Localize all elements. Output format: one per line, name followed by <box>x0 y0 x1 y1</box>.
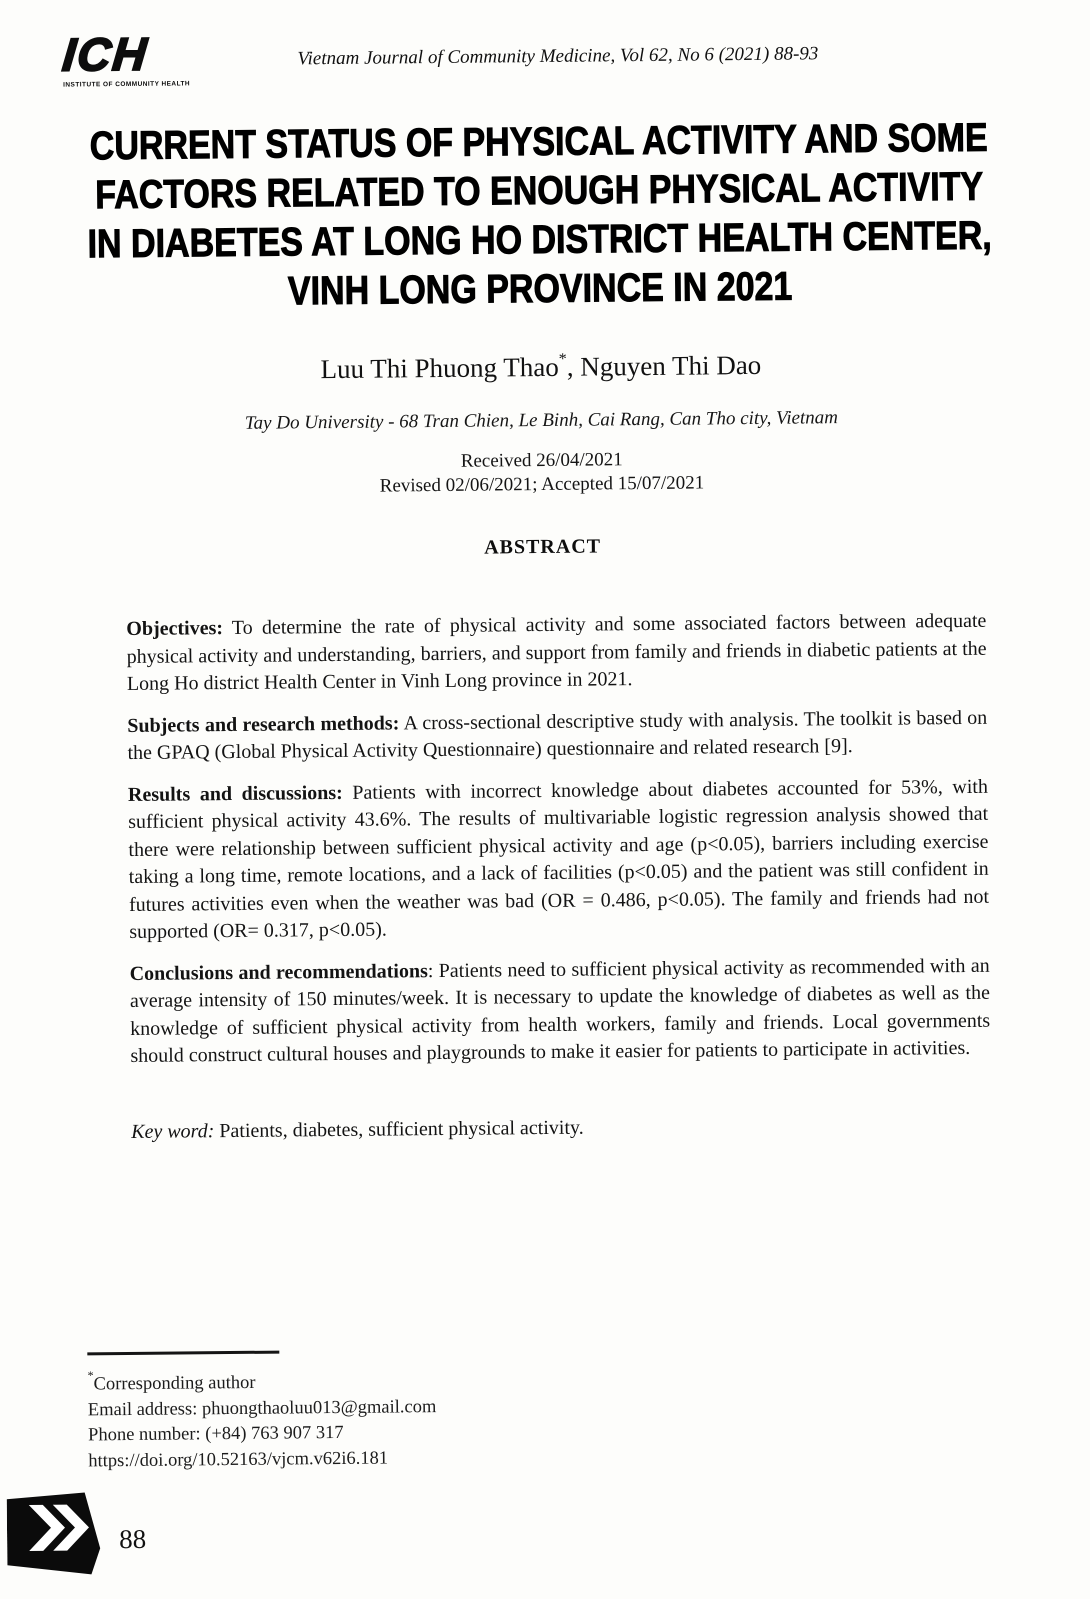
footnote-phone: Phone number: (+84) 763 907 317 <box>88 1423 344 1446</box>
footnote-doi: https://doi.org/10.52163/vjcm.v62i6.181 <box>88 1448 389 1472</box>
ich-logo-subtext: INSTITUTE OF COMMUNITY HEALTH <box>63 80 191 89</box>
page-footer-mark <box>7 1490 102 1579</box>
footnote-block <box>87 1349 437 1474</box>
title-line-3: IN DIABETES AT LONG HO DISTRICT HEALTH CENTER, <box>87 213 992 267</box>
title-line-1: CURRENT STATUS OF PHYSICAL ACTIVITY AND SOME <box>89 115 988 169</box>
corresponding-author-marker: * <box>558 350 567 368</box>
footnote-marker: * <box>87 1368 94 1383</box>
abstract-conclusions-label: Conclusions and recommendations <box>129 959 428 985</box>
ich-logo <box>60 27 224 89</box>
received-date: Received 26/04/2021 <box>460 449 623 472</box>
article-dates <box>0 444 1087 502</box>
abstract-objectives-label: Objectives: <box>126 617 224 641</box>
abstract-conclusions <box>130 952 991 1070</box>
abstract-heading: ABSTRACT <box>484 535 602 559</box>
footnote-corresponding <box>87 1363 436 1398</box>
abstract-objectives-text: To determine the rate of physical activity and some associated factors between adequate physical activity and understanding, barriers, and support from family and friends in diabetic patients at the Long Ho district Health Center in Vinh Long province in 2021. <box>126 609 987 696</box>
article-title <box>75 114 1003 319</box>
abstract-results-text: Patients with incorrect knowledge about diabetes accounted for 53%, with sufficient physical activity 43.6%. The results of multivariable logistic regression analysis showed that there were relationship between sufficient physical activity and age (p<0.05), barriers including exercise taking a long time, remote locations, and a lack of facilities (p<0.05) and the patient was still confident in futures activities even when the weather was bad (OR = 0.486, p<0.05). The family and friends had not supported (OR= 0.317, p<0.05). <box>128 775 990 943</box>
keywords-label: Key word: <box>131 1119 215 1143</box>
abstract-results-label: Results and discussions: <box>127 781 343 806</box>
authors-line <box>0 347 1086 388</box>
abstract-body <box>126 608 991 1146</box>
footnote-corresponding-text: Corresponding author <box>93 1372 256 1395</box>
keywords-line <box>131 1110 991 1146</box>
page-number: 88 <box>118 1523 147 1555</box>
footnote-email: Email address: phuongthaoluu013@gmail.com <box>87 1396 437 1421</box>
abstract-conclusions-text: : Patients need to sufficient physical activity as recommended with an average intensity of 150 minutes/week. It is necessary to update the knowledge of diabetes as well as the knowledge of sufficient physical activity from health workers, family and friends. Local governments should construct cultural houses and playgrounds to make it easier for patients to participate in activities. <box>129 954 991 1067</box>
abstract-methods-label: Subjects and research methods: <box>127 711 400 737</box>
journal-citation: Vietnam Journal of Community Medicine, Vol 62, No 6 (2021) 88-93 <box>297 43 819 70</box>
abstract-methods-text: A cross-sectional descriptive study with analysis. The toolkit is based on the GPAQ (Global Physical Activity Questionnaire) questionnaire and related research [9]. <box>127 706 988 765</box>
double-chevron-icon <box>7 1490 102 1579</box>
title-line-2: FACTORS RELATED TO ENOUGH PHYSICAL ACTIVITY <box>95 164 984 218</box>
title-line-4: VINH LONG PROVINCE IN 2021 <box>287 264 793 314</box>
abstract-results <box>128 773 990 946</box>
keywords-text: Patients, diabetes, sufficient physical activity. <box>214 1116 584 1142</box>
abstract-objectives <box>126 608 987 699</box>
journal-header <box>60 21 1034 89</box>
abstract-methods <box>127 704 987 767</box>
ich-logo-mark: ICH <box>60 27 151 81</box>
author-2: , Nguyen Thi Dao <box>566 349 762 382</box>
footnote-rule <box>87 1351 279 1356</box>
revised-accepted-date: Revised 02/06/2021; Accepted 15/07/2021 <box>379 472 705 497</box>
author-1: Luu Thi Phuong Thao <box>320 351 559 385</box>
affiliation-line: Tay Do University - 68 Tran Chien, Le Binh, Cai Rang, Can Tho city, Vietnam <box>244 407 839 434</box>
